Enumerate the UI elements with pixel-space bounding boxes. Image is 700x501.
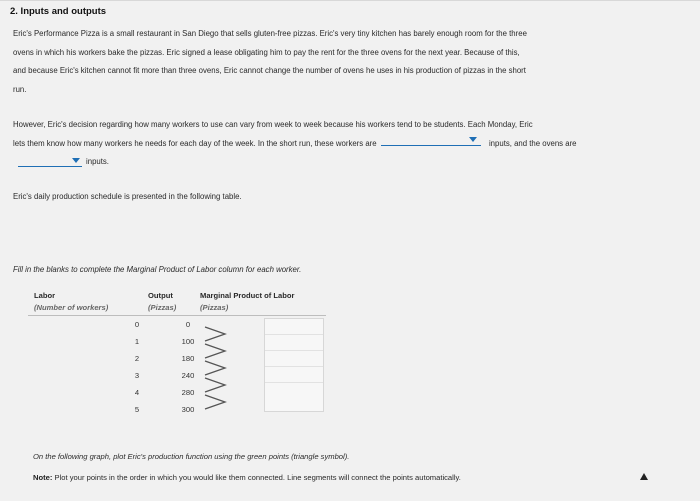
output-cell: 180 [181,354,195,363]
fill-instruction: Fill in the blanks to complete the Marginal Product of Labor column for each worker. [13,265,302,274]
output-cell: 280 [181,388,195,397]
dropdown-arrow-icon [469,137,477,142]
mouse-cursor-icon [640,473,648,480]
marginal-chevrons-icon [203,325,233,417]
mpl-subheader: (Pizzas) [200,303,229,312]
output-subheader: (Pizzas) [148,303,177,312]
mpl-input-4[interactable] [265,367,323,383]
intro-line: and because Eric's kitchen cannot fit more than three ovens, Eric cannot change the number of ovens he uses in his production of pizzas in the short [13,66,526,75]
output-header: Output [148,291,173,300]
mpl-input-column [264,318,324,412]
dropdown-arrow-icon [72,158,80,163]
output-cell: 240 [181,371,195,380]
labor-subheader: (Number of workers) [34,303,109,312]
labor-cell: 2 [134,354,140,363]
mpl-input-2[interactable] [265,335,323,351]
top-divider [0,0,700,1]
chevron-right-icon [205,378,225,392]
labor-header: Labor [34,291,56,300]
intro-line: ovens in which his workers bake the pizzas. Eric signed a lease obligating him to pay the rent for the three ovens for the next year. Because of this, [13,47,520,57]
worker-input-type-dropdown[interactable] [381,136,481,146]
intro-line: Eric's Performance Pizza is a small restaurant in San Diego that sells gluten-free pizzas. Eric's very tiny kitchen has barely enough room for the three [13,29,527,38]
mpl-input-1[interactable] [265,319,323,335]
labor-cell: 4 [134,388,140,397]
chevron-right-icon [205,327,225,341]
workers-paragraph [13,116,663,153]
inputs-label: inputs. [86,157,109,166]
header-divider [28,315,326,316]
mpl-input-3[interactable] [265,351,323,367]
schedule-intro: Eric's daily production schedule is presented in the following table. [13,192,242,201]
note-label: Note: [33,473,53,482]
graph-instruction: On the following graph, plot Eric's production function using the green points (triangle symbol). [33,452,350,461]
labor-cell: 0 [134,320,140,329]
chevron-right-icon [205,344,225,358]
intro-paragraph [13,25,663,99]
labor-cell: 1 [134,337,140,346]
note-text: Plot your points in the order in which you would like them connected. Line segments will connect the points automatically. [54,473,461,482]
labor-cell: 5 [134,405,140,414]
oven-input-type-dropdown[interactable] [18,157,82,167]
question-heading: 2. Inputs and outputs [10,6,107,17]
chevron-right-icon [205,395,225,409]
output-cell: 300 [181,405,195,414]
workers-line [13,135,663,154]
labor-cell: 3 [134,371,140,380]
workers-line: However, Eric's decision regarding how many workers to use can vary from week to week because his workers tend to be students. Each Monday, Eric [13,120,533,129]
mpl-header: Marginal Product of Labor [200,291,295,300]
output-cell: 0 [185,320,191,329]
intro-line: run. [13,84,27,94]
workers-text-after: inputs, and the ovens are [488,138,577,148]
chevron-right-icon [205,361,225,375]
note-line [33,473,461,482]
output-cell: 100 [181,337,195,346]
mpl-input-5[interactable] [265,383,323,399]
workers-text: lets them know how many workers he needs for each day of the week. In the short run, these workers are [13,138,377,148]
